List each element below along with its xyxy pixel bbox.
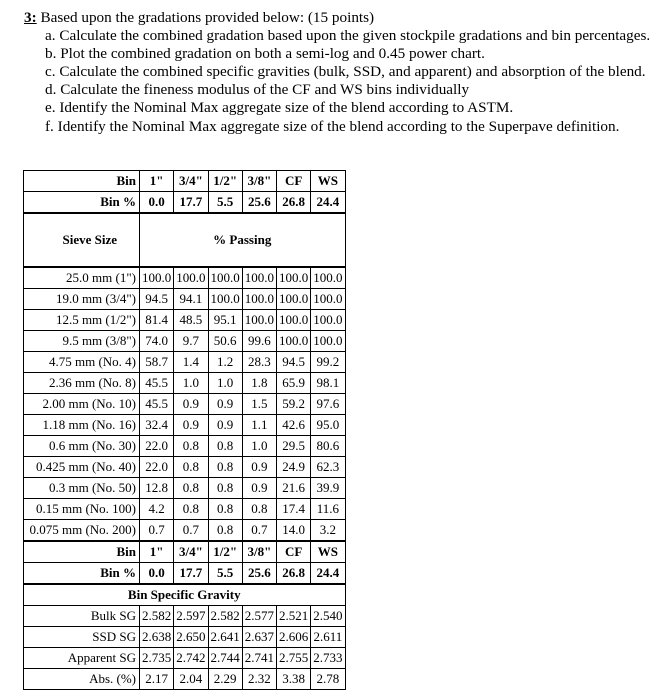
percent-passing-cell: 50.6 (208, 331, 242, 352)
problem-statement (24, 9, 664, 136)
percent-passing-cell: 0.7 (242, 520, 276, 542)
bin-percent-row (24, 563, 346, 585)
sieve-row (24, 457, 346, 478)
specific-gravity-cell: 2.638 (140, 627, 174, 648)
specific-gravity-cell: 2.78 (311, 669, 345, 690)
percent-passing-cell: 0.8 (174, 457, 208, 478)
sieve-size: 2.36 mm (No. 8) (24, 373, 140, 394)
sieve-size: 19.0 mm (3/4") (24, 289, 140, 310)
percent-passing-cell: 0.8 (208, 520, 242, 542)
specific-gravity-row (24, 606, 346, 627)
percent-passing-cell: 100.0 (311, 289, 345, 310)
percent-passing-cell: 74.0 (140, 331, 174, 352)
specific-gravity-row (24, 648, 346, 669)
bin-name: 3/8" (242, 171, 276, 192)
bin-name: CF (277, 171, 311, 192)
bin-percent: 25.6 (242, 192, 276, 214)
bin-name: 3/4" (174, 541, 208, 563)
percent-passing-cell: 1.4 (174, 352, 208, 373)
percent-passing-cell: 95.0 (311, 415, 345, 436)
sieve-row (24, 394, 346, 415)
specific-gravity-cell: 3.38 (277, 669, 311, 690)
specific-gravity-cell: 2.540 (311, 606, 345, 627)
percent-passing-cell: 100.0 (242, 310, 276, 331)
percent-passing-cell: 99.2 (311, 352, 345, 373)
percent-passing-cell: 0.9 (208, 394, 242, 415)
bin-label: Bin (24, 541, 140, 563)
sieve-row (24, 499, 346, 520)
percent-passing-cell: 39.9 (311, 478, 345, 499)
sieve-size: 12.5 mm (1/2") (24, 310, 140, 331)
percent-passing-cell: 62.3 (311, 457, 345, 478)
bin-percent-label: Bin % (24, 192, 140, 214)
percent-passing-cell: 48.5 (174, 310, 208, 331)
bin-name: 3/4" (174, 171, 208, 192)
percent-passing-cell: 45.5 (140, 373, 174, 394)
specific-gravity-cell: 2.29 (208, 669, 242, 690)
task-list (24, 27, 664, 136)
task-item-b: b. Plot the combined gradation on both a semi-log and 0.45 power chart. (45, 45, 485, 63)
percent-passing-cell: 100.0 (311, 331, 345, 352)
percent-passing-cell: 32.4 (140, 415, 174, 436)
percent-passing-cell: 12.8 (140, 478, 174, 499)
specific-gravity-cell: 2.735 (140, 648, 174, 669)
task-item-e: e. Identify the Nominal Max aggregate size of the blend according to ASTM. (45, 99, 514, 117)
percent-passing-cell: 22.0 (140, 436, 174, 457)
percent-passing-cell: 1.1 (242, 415, 276, 436)
percent-passing-cell: 0.8 (208, 499, 242, 520)
specific-gravity-label: Bulk SG (24, 606, 140, 627)
percent-passing-cell: 1.0 (242, 436, 276, 457)
sieve-size: 2.00 mm (No. 10) (24, 394, 140, 415)
percent-passing-cell: 0.7 (174, 520, 208, 542)
specific-gravity-cell: 2.742 (174, 648, 208, 669)
percent-passing-cell: 14.0 (277, 520, 311, 542)
bin-percent: 5.5 (208, 192, 242, 214)
percent-passing-cell: 0.8 (242, 499, 276, 520)
sieve-size: 9.5 mm (3/8") (24, 331, 140, 352)
bin-percent: 17.7 (174, 192, 208, 214)
specific-gravity-header-row (24, 584, 346, 606)
sieve-size: 0.6 mm (No. 30) (24, 436, 140, 457)
percent-passing-cell: 11.6 (311, 499, 345, 520)
sieve-row (24, 436, 346, 457)
sieve-size-heading: Sieve Size (24, 213, 140, 267)
percent-passing-cell: 0.8 (174, 478, 208, 499)
specific-gravity-cell: 2.744 (208, 648, 242, 669)
bin-percent: 26.8 (277, 563, 311, 585)
percent-passing-cell: 100.0 (311, 267, 345, 289)
sieve-row (24, 310, 346, 331)
specific-gravity-cell: 2.755 (277, 648, 311, 669)
percent-passing-cell: 100.0 (242, 267, 276, 289)
percent-passing-cell: 0.8 (174, 499, 208, 520)
sieve-size: 4.75 mm (No. 4) (24, 352, 140, 373)
bin-label: Bin (24, 171, 140, 192)
problem-intro: Based upon the gradations provided below: (15 points) (36, 9, 375, 26)
bin-header-row (24, 171, 346, 192)
sieve-row (24, 520, 346, 542)
specific-gravity-row (24, 627, 346, 648)
percent-passing-cell: 42.6 (277, 415, 311, 436)
specific-gravity-cell: 2.582 (208, 606, 242, 627)
bin-name: 1/2" (208, 541, 242, 563)
specific-gravity-cell: 2.650 (174, 627, 208, 648)
percent-passing-cell: 9.7 (174, 331, 208, 352)
percent-passing-cell: 100.0 (277, 331, 311, 352)
bin-name: WS (311, 171, 345, 192)
specific-gravity-cell: 2.32 (242, 669, 276, 690)
specific-gravity-label: SSD SG (24, 627, 140, 648)
percent-passing-cell: 97.6 (311, 394, 345, 415)
bin-header-row (24, 541, 346, 563)
percent-passing-cell: 100.0 (140, 267, 174, 289)
specific-gravity-label: Apparent SG (24, 648, 140, 669)
percent-passing-cell: 0.7 (140, 520, 174, 542)
bin-percent-label: Bin % (24, 563, 140, 585)
specific-gravity-cell: 2.733 (311, 648, 345, 669)
percent-passing-cell: 94.5 (277, 352, 311, 373)
percent-passing-cell: 99.6 (242, 331, 276, 352)
problem-title (24, 9, 664, 27)
specific-gravity-cell: 2.741 (242, 648, 276, 669)
percent-passing-cell: 59.2 (277, 394, 311, 415)
task-item-f: f. Identify the Nominal Max aggregate size of the blend according to the Superpave definition. (45, 117, 620, 135)
bin-name: 1/2" (208, 171, 242, 192)
percent-passing-cell: 100.0 (208, 267, 242, 289)
percent-passing-cell: 0.8 (174, 436, 208, 457)
percent-passing-cell: 0.8 (208, 436, 242, 457)
percent-passing-cell: 80.6 (311, 436, 345, 457)
sieve-row (24, 352, 346, 373)
sieve-size: 0.075 mm (No. 200) (24, 520, 140, 542)
percent-passing-cell: 28.3 (242, 352, 276, 373)
percent-passing-cell: 22.0 (140, 457, 174, 478)
specific-gravity-cell: 2.04 (174, 669, 208, 690)
sieve-size: 0.425 mm (No. 40) (24, 457, 140, 478)
percent-passing-cell: 1.0 (174, 373, 208, 394)
specific-gravity-cell: 2.611 (311, 627, 345, 648)
bin-name: 1" (140, 541, 174, 563)
sieve-row (24, 415, 346, 436)
specific-gravity-label: Abs. (%) (24, 669, 140, 690)
sieve-row (24, 478, 346, 499)
percent-passing-cell: 94.5 (140, 289, 174, 310)
percent-passing-cell: 100.0 (277, 289, 311, 310)
percent-passing-cell: 45.5 (140, 394, 174, 415)
percent-passing-cell: 17.4 (277, 499, 311, 520)
percent-passing-cell: 100.0 (242, 289, 276, 310)
specific-gravity-cell: 2.606 (277, 627, 311, 648)
specific-gravity-cell: 2.641 (208, 627, 242, 648)
percent-passing-cell: 21.6 (277, 478, 311, 499)
sieve-size: 1.18 mm (No. 16) (24, 415, 140, 436)
bin-name: WS (311, 541, 345, 563)
problem-number: 3: (24, 9, 37, 26)
percent-passing-cell: 98.1 (311, 373, 345, 394)
percent-passing-cell: 100.0 (311, 310, 345, 331)
specific-gravity-cell: 2.521 (277, 606, 311, 627)
bin-percent: 24.4 (311, 563, 345, 585)
percent-passing-cell: 65.9 (277, 373, 311, 394)
sieve-size: 0.3 mm (No. 50) (24, 478, 140, 499)
task-item-c: c. Calculate the combined specific gravities (bulk, SSD, and apparent) and absorption of the blend. (45, 63, 646, 81)
bin-percent-row (24, 192, 346, 214)
percent-passing-cell: 100.0 (277, 267, 311, 289)
percent-passing-cell: 94.1 (174, 289, 208, 310)
percent-passing-cell: 3.2 (311, 520, 345, 542)
specific-gravity-cell: 2.637 (242, 627, 276, 648)
bin-name: 1" (140, 171, 174, 192)
percent-passing-cell: 29.5 (277, 436, 311, 457)
percent-passing-cell: 0.9 (174, 394, 208, 415)
percent-passing-cell: 1.8 (242, 373, 276, 394)
percent-passing-cell: 0.9 (242, 457, 276, 478)
specific-gravity-heading: Bin Specific Gravity (24, 584, 346, 606)
bin-name: 3/8" (242, 541, 276, 563)
percent-passing-cell: 100.0 (208, 289, 242, 310)
task-item-a: a. Calculate the combined gradation based upon the given stockpile gradations and bin percentages. (45, 27, 651, 45)
bin-percent: 25.6 (242, 563, 276, 585)
bin-percent: 26.8 (277, 192, 311, 214)
specific-gravity-cell: 2.597 (174, 606, 208, 627)
percent-passing-cell: 0.8 (208, 457, 242, 478)
percent-passing-cell: 4.2 (140, 499, 174, 520)
bin-percent: 0.0 (140, 563, 174, 585)
percent-passing-heading: % Passing (140, 213, 346, 267)
specific-gravity-row (24, 669, 346, 690)
percent-passing-cell: 0.9 (174, 415, 208, 436)
bin-percent: 24.4 (311, 192, 345, 214)
percent-passing-cell: 0.8 (208, 478, 242, 499)
specific-gravity-cell: 2.582 (140, 606, 174, 627)
percent-passing-cell: 1.5 (242, 394, 276, 415)
passing-header-row (24, 213, 346, 267)
sieve-row (24, 373, 346, 394)
gradation-table (23, 170, 346, 690)
sieve-row (24, 289, 346, 310)
percent-passing-cell: 0.9 (208, 415, 242, 436)
percent-passing-cell: 81.4 (140, 310, 174, 331)
percent-passing-cell: 100.0 (174, 267, 208, 289)
bin-percent: 5.5 (208, 563, 242, 585)
task-item-d: d. Calculate the fineness modulus of the CF and WS bins individually (45, 81, 470, 99)
percent-passing-cell: 100.0 (277, 310, 311, 331)
percent-passing-cell: 0.9 (242, 478, 276, 499)
specific-gravity-cell: 2.17 (140, 669, 174, 690)
specific-gravity-cell: 2.577 (242, 606, 276, 627)
percent-passing-cell: 1.2 (208, 352, 242, 373)
bin-percent: 17.7 (174, 563, 208, 585)
percent-passing-cell: 1.0 (208, 373, 242, 394)
sieve-size: 0.15 mm (No. 100) (24, 499, 140, 520)
percent-passing-cell: 95.1 (208, 310, 242, 331)
percent-passing-cell: 58.7 (140, 352, 174, 373)
bin-percent: 0.0 (140, 192, 174, 214)
sieve-size: 25.0 mm (1") (24, 267, 140, 289)
sieve-row (24, 267, 346, 289)
percent-passing-cell: 24.9 (277, 457, 311, 478)
sieve-row (24, 331, 346, 352)
bin-name: CF (277, 541, 311, 563)
